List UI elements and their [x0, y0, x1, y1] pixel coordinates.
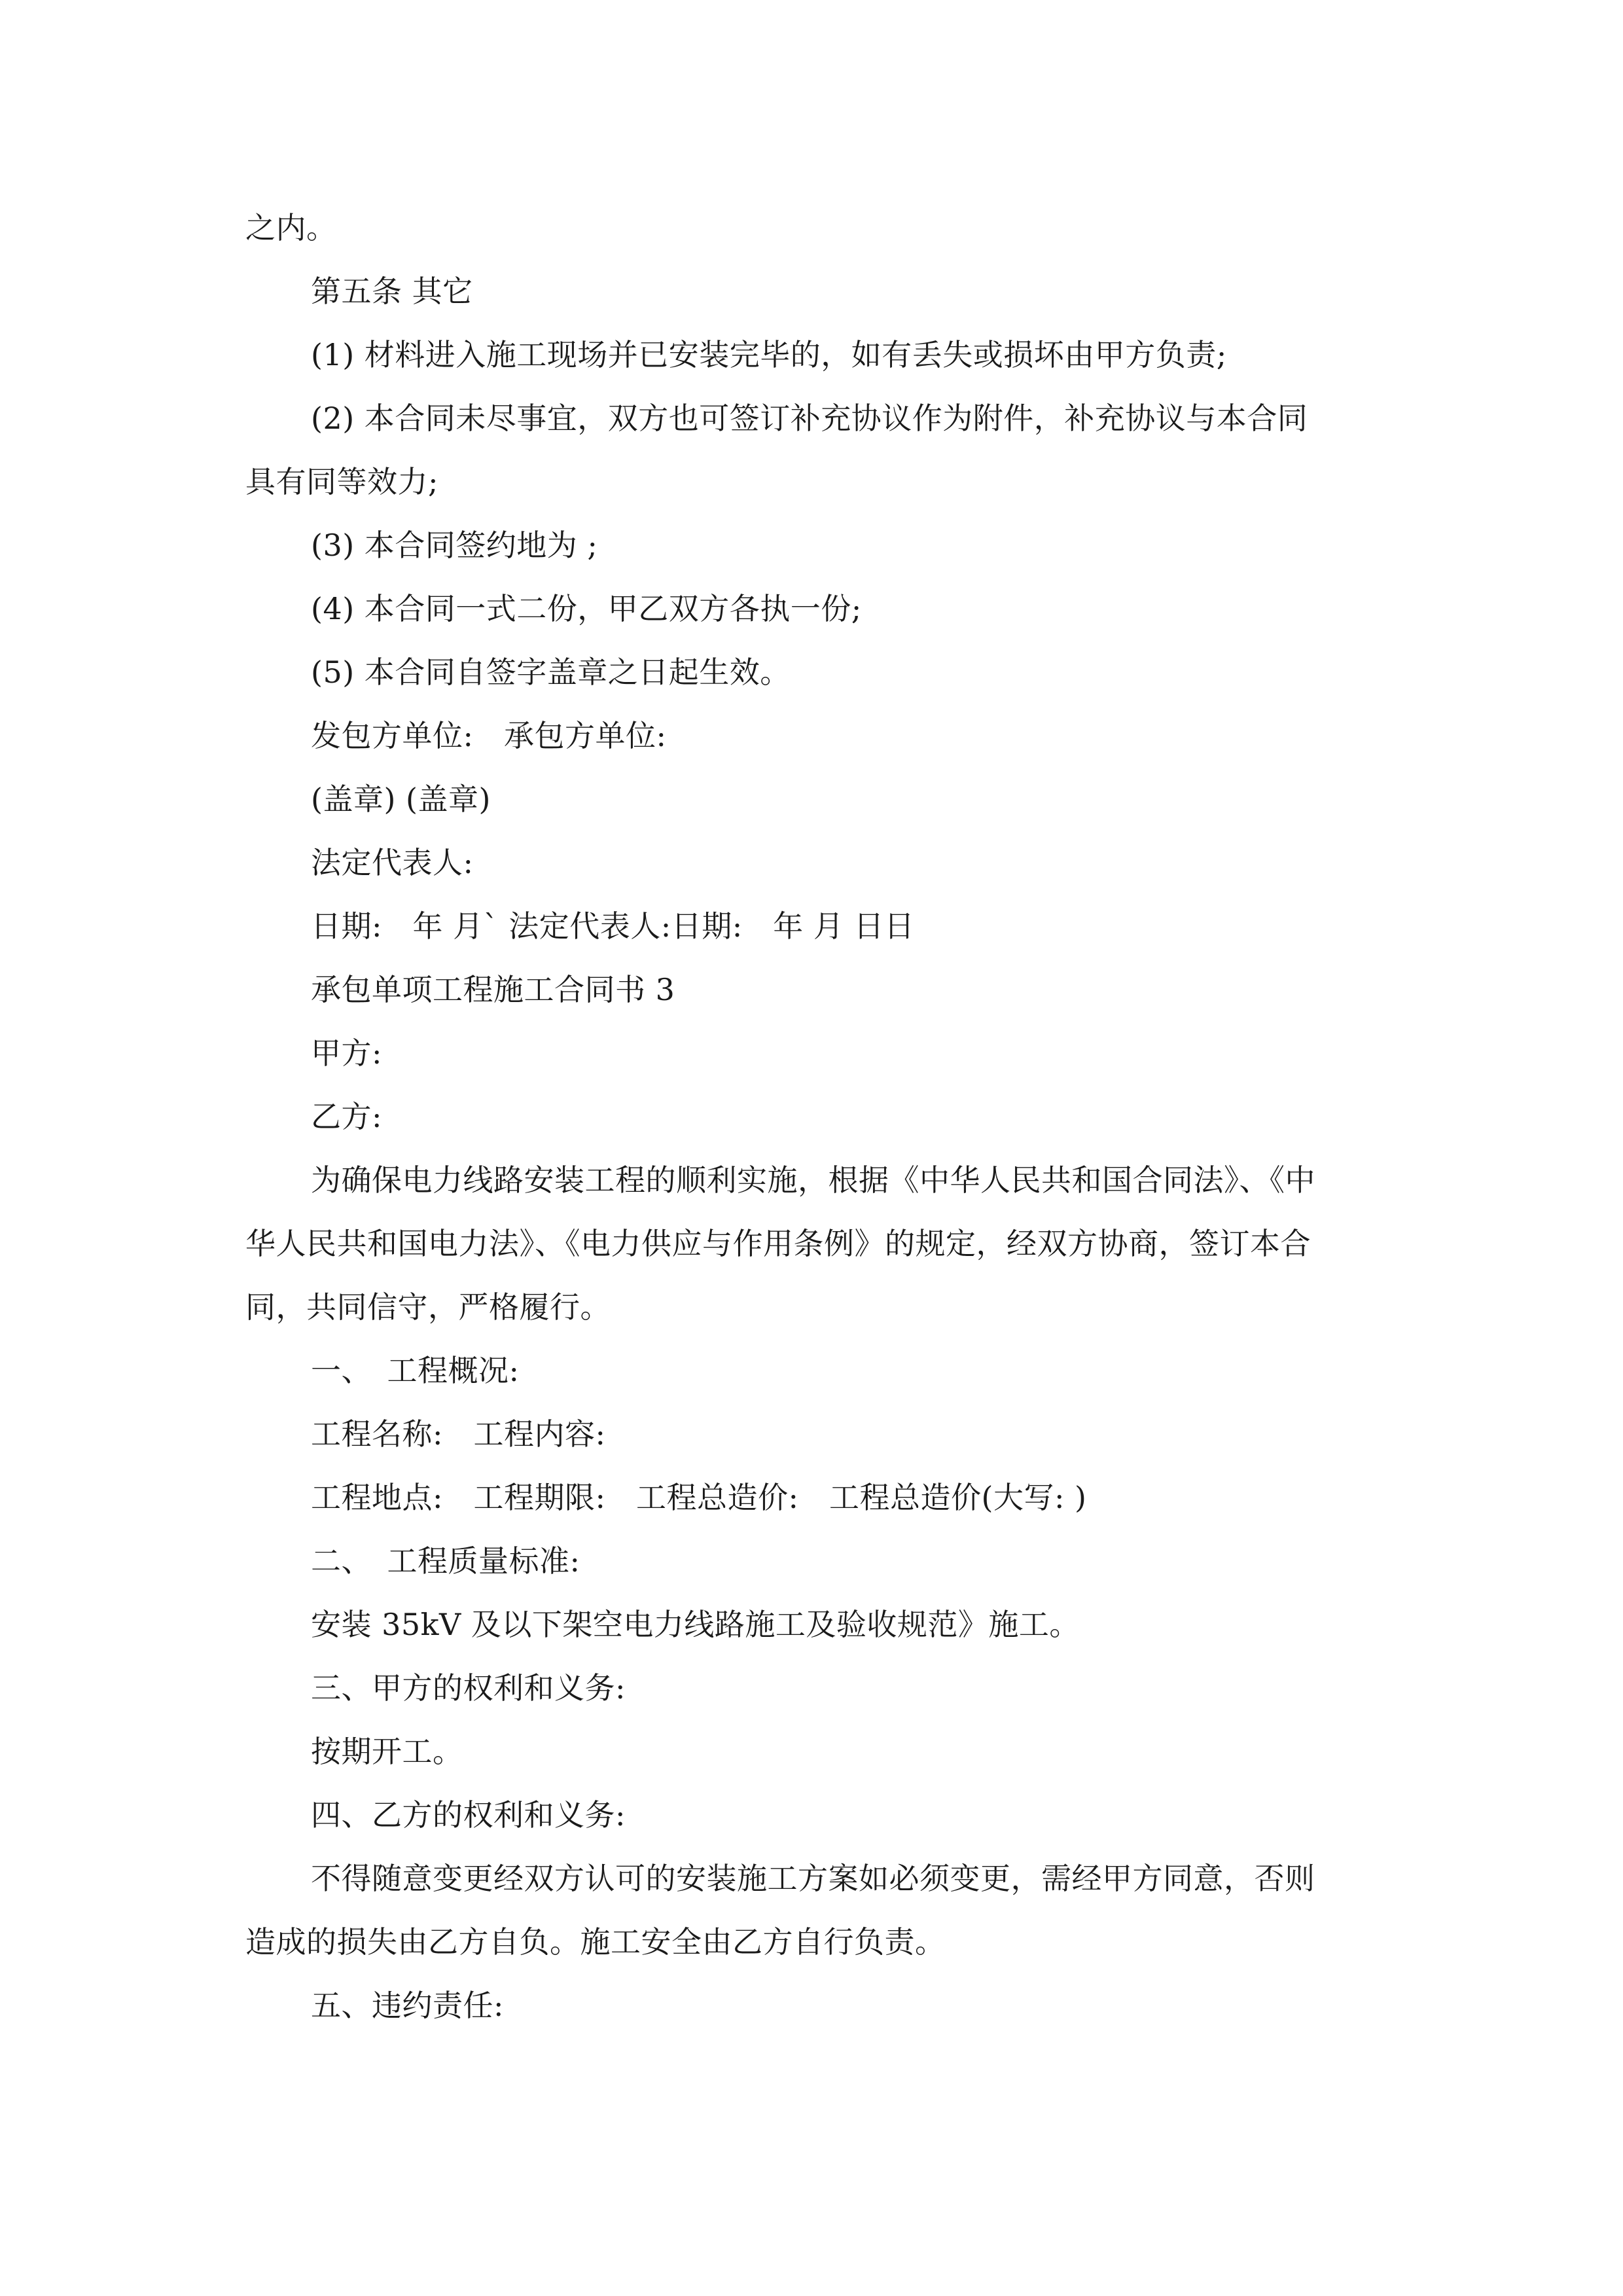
clause-2-continued: 具有同等效力; [245, 464, 438, 499]
section-heading-party-b: 四、乙方的权利和义务: [311, 1797, 626, 1833]
preamble-line-2: 华人民共和国电力法》、《电力供应与作用条例》的规定，经双方协商，签订本合 [245, 1226, 1311, 1261]
clause-3: (3) 本合同签约地为 ; [311, 528, 598, 563]
signature-dates: 日期: 年 月` 法定代表人:日期: 年 月 日日 [311, 908, 915, 944]
clause-2: (2) 本合同未尽事宜，双方也可签订补充协议作为附件，补充协议与本合同 [311, 401, 1308, 436]
section-heading-party-a: 三、甲方的权利和义务: [311, 1670, 626, 1706]
party-b-duty-line-1: 不得随意变更经双方认可的安装施工方案如必须变更，需经甲方同意，否则 [311, 1861, 1315, 1896]
preamble-line-1: 为确保电力线路安装工程的顺利实施，根据《中华人民共和国合同法》、《中 [311, 1162, 1315, 1198]
quality-standard: 安装 35kV 及以下架空电力线路施工及验收规范》施工。 [311, 1607, 1080, 1642]
project-location-period-cost: 工程地点: 工程期限: 工程总造价: 工程总造价(大写: ) [311, 1480, 1087, 1515]
document-body [245, 196, 1378, 2037]
clause-1: (1) 材料进入施工现场并已安装完毕的，如有丢失或损坏由甲方负责; [311, 337, 1227, 372]
article-heading: 第五条 其它 [311, 274, 473, 309]
clause-5: (5) 本合同自签字盖章之日起生效。 [311, 655, 791, 690]
contract-title: 承包单项工程施工合同书 3 [311, 972, 675, 1007]
project-name-content: 工程名称: 工程内容: [311, 1416, 606, 1452]
legal-representative: 法定代表人: [311, 845, 474, 880]
party-a: 甲方: [311, 1035, 382, 1071]
party-b-duty-line-2: 造成的损失由乙方自负。施工安全由乙方自行负责。 [245, 1924, 946, 1960]
continuation-line: 之内。 [245, 210, 337, 245]
section-heading-breach: 五、违约责任: [311, 1988, 504, 2023]
party-a-duty: 按期开工。 [311, 1734, 463, 1769]
preamble-line-3: 同，共同信守，严格履行。 [245, 1289, 611, 1325]
section-heading-overview: 一、 工程概况: [311, 1353, 520, 1388]
signature-parties: 发包方单位: 承包方单位: [311, 718, 667, 753]
party-b: 乙方: [311, 1099, 382, 1134]
clause-4: (4) 本合同一式二份，甲乙双方各执一份; [311, 591, 862, 626]
signature-seals: (盖章) (盖章) [311, 781, 491, 817]
section-heading-quality: 二、 工程质量标准: [311, 1543, 580, 1579]
